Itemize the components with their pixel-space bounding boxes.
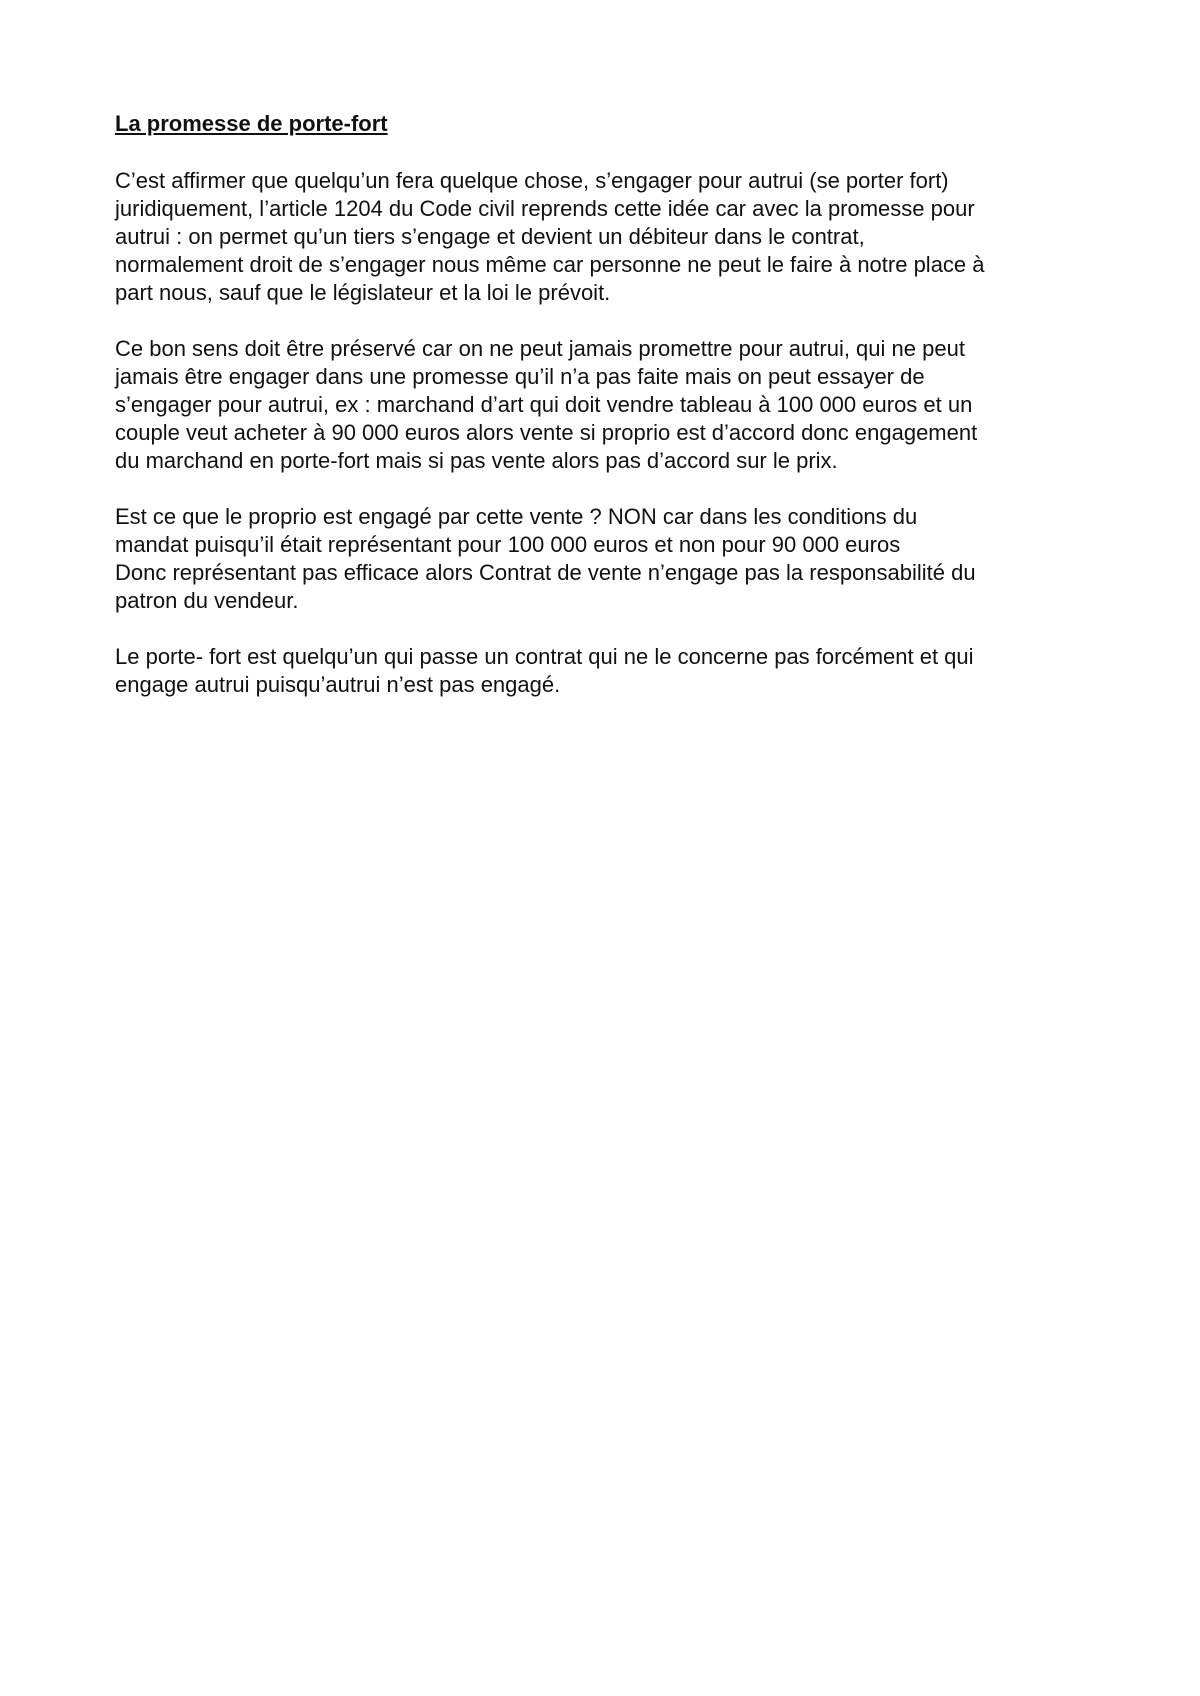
paragraph-line: autrui : on permet qu’un tiers s’engage et devient un débiteur dans le contrat, [115, 223, 865, 249]
paragraph-2 [115, 335, 1095, 475]
paragraph-line: du marchand en porte-fort mais si pas vente alors pas d’accord sur le prix. [115, 447, 838, 473]
paragraph-line: mandat puisqu’il était représentant pour 100 000 euros et non pour 90 000 euros [115, 531, 901, 557]
paragraph-1 [115, 167, 1095, 307]
paragraph-4 [115, 643, 1095, 699]
document-title: La promesse de porte-fort [115, 111, 388, 136]
paragraph-3 [115, 503, 1095, 615]
paragraph-line: couple veut acheter à 90 000 euros alors vente si proprio est d’accord donc engagement [115, 419, 978, 445]
paragraph-line: s’engager pour autrui, ex : marchand d’art qui doit vendre tableau à 100 000 euros et un [115, 391, 973, 417]
paragraph-line: Donc représentant pas efficace alors Contrat de vente n’engage pas la responsabilité du [115, 559, 976, 585]
paragraph-line: juridiquement, l’article 1204 du Code civil reprends cette idée car avec la promesse pour [115, 195, 975, 221]
paragraph-line: normalement droit de s’engager nous même car personne ne peut le faire à notre place à [115, 251, 985, 277]
paragraph-line: jamais être engager dans une promesse qu’il n’a pas faite mais on peut essayer de [115, 363, 925, 389]
paragraph-line: C’est affirmer que quelqu’un fera quelque chose, s’engager pour autrui (se porter fort) [115, 167, 949, 193]
paragraph-line: engage autrui puisqu’autrui n’est pas engagé. [115, 671, 561, 697]
paragraph-line: Est ce que le proprio est engagé par cette vente ? NON car dans les conditions du [115, 503, 918, 529]
paragraph-line: patron du vendeur. [115, 587, 299, 613]
paragraph-line: Ce bon sens doit être préservé car on ne peut jamais promettre pour autrui, qui ne peut [115, 335, 965, 361]
paragraph-line: Le porte- fort est quelqu’un qui passe un contrat qui ne le concerne pas forcément et qui [115, 643, 974, 669]
document-page [115, 110, 1095, 727]
paragraph-line: part nous, sauf que le législateur et la loi le prévoit. [115, 279, 611, 305]
